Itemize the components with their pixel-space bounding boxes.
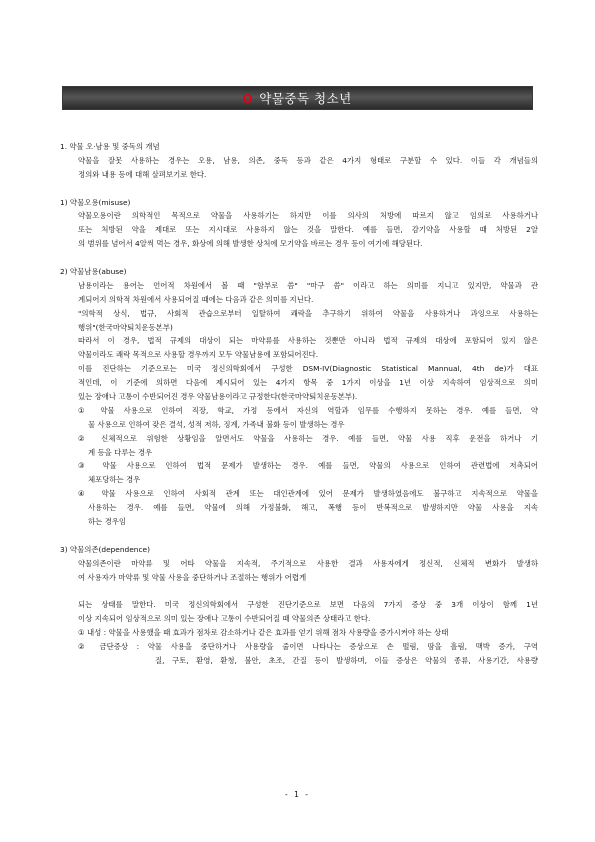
paragraph-line: 약물의존이란 마약류 및 어타 약물을 지속적, 주기적으로 사용한 결과 사용자에게 정신적, 신체적 변화가 발생하 xyxy=(78,558,538,568)
subsection-heading: 2) 약물남용(abuse) xyxy=(60,267,127,277)
blank-line xyxy=(60,182,538,196)
paragraph-line: 있는 장애나 고통이 수반되어진 경우 약물남용이라고 규정한다(한국마약퇴치운동본부). xyxy=(78,392,358,402)
paragraph-line: 따라서 이 경우, 법적 규제의 대상이 되는 마약류를 사용하는 것뿐만 아니라 법적 규제의 대상에 포함되어 있지 않은 xyxy=(78,336,538,346)
document-body xyxy=(60,140,538,668)
list-item-line: ① 약물 사용으로 인하여 직장, 학교, 가정 등에서 자신의 역할과 임무를 수행하지 못하는 경우. 예를 들면, 약 xyxy=(78,405,538,415)
list-item-line: ② 신체적으로 위험한 상황임을 알면서도 약물을 사용하는 경우. 예를 들면, 약물 사용 직후 운전을 하거나 기 xyxy=(78,433,538,443)
subsection-heading: 3) 약물의존(dependence) xyxy=(60,544,150,554)
paragraph-line: 되는 상태를 말한다. 미국 정신의학회에서 구성한 진단기준으로 보면 다음의 7가지 증상 중 3개 이상이 함께 1년 xyxy=(78,600,538,610)
page-number: - 1 - xyxy=(285,790,310,799)
list-item-line: 계 등을 다루는 경우 xyxy=(88,447,153,457)
paragraph-line: 행위"(한국마약퇴치운동본부) xyxy=(78,322,173,332)
list-item-line: 체포당하는 경우 xyxy=(88,475,141,485)
paragraph-line: 남용이라는 용어는 언어적 차원에서 볼 때 "함부로 씀" "마구 씀" 이라고 하는 의미를 지니고 있지만, 약물과 관 xyxy=(78,280,538,290)
paragraph-line: 이상 지속되어 임상적으로 의미 있는 장애나 고통이 수반되어질 때 약물의존 상태라고 한다. xyxy=(78,614,371,624)
paragraph-line: 이를 진단하는 기준으로는 미국 정신의학회에서 구성한 DSM-IV(Diagnostic Statistical Mannual, 4th de)가 대표 xyxy=(78,364,538,374)
paragraph-line: 의 범위를 넘어서 4알씩 먹는 경우, 화상에 의해 발생한 상처에 모기약을 바르는 경우 등이 여기에 해당된다. xyxy=(78,239,423,249)
list-item-line: 하는 경우임 xyxy=(88,517,127,527)
paragraph-line: 적인데, 이 기준에 의하면 다음에 제시되어 있는 4가지 항목 중 1가지 이상을 1년 이상 지속하여 임상적으로 의미 xyxy=(78,378,538,388)
paragraph-line: 약물이라도 쾌락 목적으로 사용할 경우까지 모두 약물남용에 포함되어진다. xyxy=(78,350,319,360)
paragraph-line: 계되어지 의학적 차원에서 사용되어질 때에는 다음과 같은 의미를 지닌다. xyxy=(78,294,314,304)
title-banner xyxy=(62,86,533,110)
paragraph-line: 정의와 내용 등에 대해 살펴보기로 한다. xyxy=(78,169,207,179)
circle-bullet-icon xyxy=(243,94,252,103)
section-heading: 1. 약물 오·남용 및 중독의 개념 xyxy=(60,142,160,151)
paragraph-line: 약물오용이란 의학적인 목적으로 약물을 사용하기는 하지만 이를 의사의 처방에 따르지 않고 임의로 사용하거나 xyxy=(78,211,538,221)
blank-line xyxy=(60,251,538,265)
paragraph-line: 여 사용자가 마약류 및 약물 사용을 중단하거나 조절하는 행위가 어렵게 xyxy=(78,572,307,582)
list-item-line: ② 금단증상 : 약물 사용을 중단하거나 사용량을 줄이면 나타나는 증상으로 손 떨림, 땀을 흘림, 맥박 증가, 구역 xyxy=(78,642,538,652)
list-item-line: ④ 약물 사용으로 인하여 사회적 관계 또는 대인관계에 있어 문제가 발생하였음에도 불구하고 지속적으로 약물을 xyxy=(78,489,538,499)
list-item-line: 사용하는 경우. 예를 들면, 약물에 의해 가정불화, 해고, 폭행 등이 반복적으로 발생하지만 약물 사용을 지속 xyxy=(88,503,538,513)
paragraph-line: 약물을 잘못 사용하는 경우는 오용, 남용, 의존, 중독 등과 같은 4가지 형태로 구분할 수 있다. 이들 각 개념들의 xyxy=(78,155,538,165)
page-title: 약물중독 청소년 xyxy=(259,91,352,106)
paragraph-line: 또는 처방된 약을 제대로 또는 지시대로 사용하지 않는 것을 말한다. 예를 들면, 감기약을 사용할 때 처방된 2알 xyxy=(78,225,538,235)
list-item-line: ③ 약물 사용으로 인하여 법적 문제가 발생하는 경우. 예를 들면, 약물의 사용으로 인하여 관련법에 저촉되어 xyxy=(78,461,538,471)
blank-line xyxy=(60,585,538,599)
subsection-heading: 1) 약물오용(misuse) xyxy=(60,197,131,207)
list-item-line: 질, 구토, 환영, 환청, 불안, 초조, 간질 등이 발생하며, 이들 증상은 약물의 종류, 사용기간, 사용량 xyxy=(155,655,538,665)
list-item-line: 물 사용으로 인하여 잦은 결석, 성적 저하, 징계, 가족내 불화 등이 발생하는 경우 xyxy=(88,419,345,429)
list-item-line: ① 내성 : 약물을 사용했을 때 효과가 점차로 감소하거나 같은 효과를 얻기 위해 점차 사용량을 증가시켜야 하는 상태 xyxy=(78,628,449,638)
blank-line xyxy=(60,529,538,543)
paragraph-line: "의학적 상식, 법규, 사회적 관습으로부터 일탈하여 쾌락을 추구하기 위하여 약물을 사용하거나 과잉으로 사용하는 xyxy=(78,308,538,318)
